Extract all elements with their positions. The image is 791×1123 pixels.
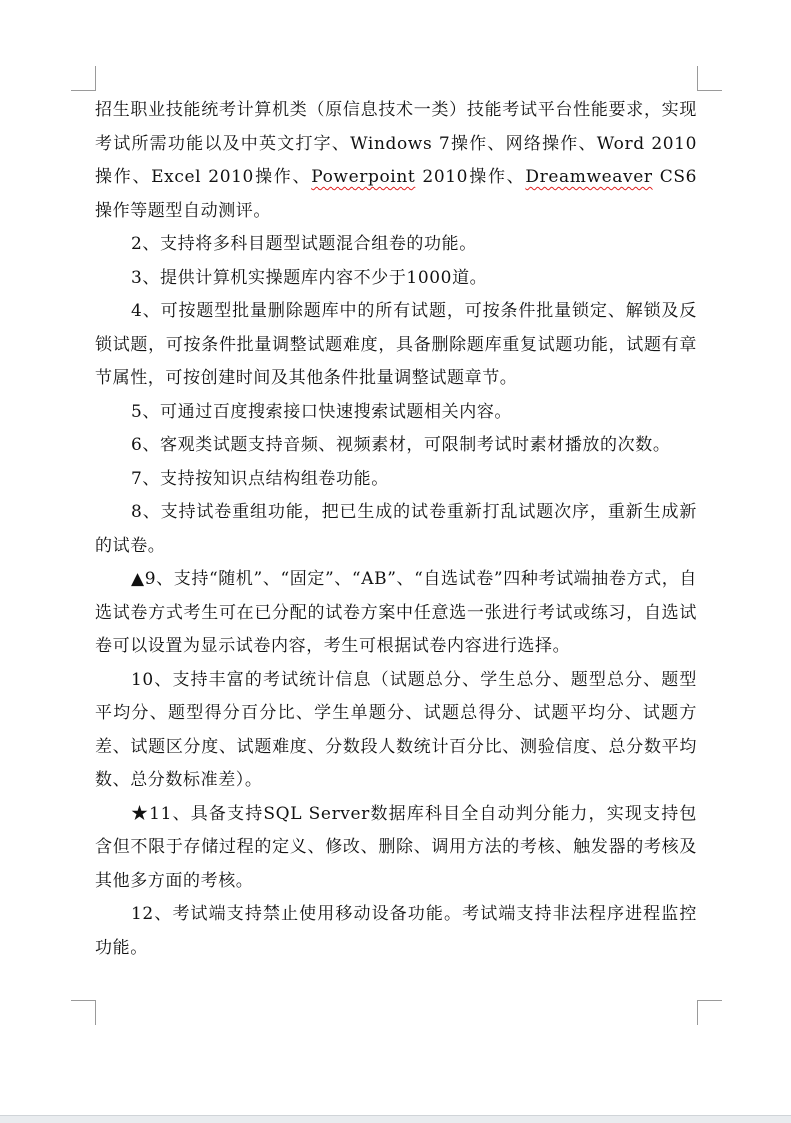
text-run: 5、可通过百度搜索接口快速搜索试题相关内容。 <box>131 401 513 422</box>
window-bottom-edge <box>0 1115 791 1123</box>
spellcheck-word[interactable]: Powerpoint <box>311 167 416 187</box>
text-run: ★11、具备支持SQL Server数据库科目全自动判分能力，实现支持包含但不限于存储过程的定义、修改、删除、调用方法的考核、触发器的考核及其他多方面的考核。 <box>95 803 697 891</box>
paragraph-11 <box>95 798 697 899</box>
text-run: 3、提供计算机实操题库内容不少于1000道。 <box>131 267 488 288</box>
text-run: 6、客观类试题支持音频、视频素材，可限制考试时素材播放的次数。 <box>131 435 671 455</box>
paragraph-4 <box>95 295 697 396</box>
paragraph-12 <box>95 898 697 965</box>
paragraph-7 <box>95 463 697 497</box>
spellcheck-word[interactable]: Dreamweaver <box>525 167 653 187</box>
paragraph-3 <box>95 262 697 296</box>
paragraph-2 <box>95 228 697 262</box>
paragraph-6 <box>95 429 697 463</box>
crop-mark-top-right <box>697 66 722 91</box>
text-run: 2010操作、 <box>415 167 526 187</box>
text-run: 12、考试端支持禁止使用移动设备功能。考试端支持非法程序进程监控功能。 <box>95 904 697 958</box>
text-run: 2、支持将多科目题型试题混合组卷的功能。 <box>131 234 477 254</box>
paragraph-8 <box>95 496 697 563</box>
crop-mark-bottom-right <box>697 1000 722 1025</box>
paragraph-1 <box>95 94 697 228</box>
text-run: 招生职业技能统考计算机类（原信息技术一类）技能考试平台性能要求，实现考试所需功能以及中英文打字、Windows 7操作、网络操作、Word 2010操作、Excel 2010操作、 <box>95 100 697 187</box>
text-run: 7、支持按知识点结构组卷功能。 <box>131 468 389 489</box>
crop-mark-bottom-left <box>71 1000 96 1025</box>
paragraph-5 <box>95 396 697 430</box>
crop-mark-top-left <box>71 66 96 91</box>
paragraph-10 <box>95 664 697 798</box>
text-run: 8、支持试卷重组功能，把已生成的试卷重新打乱试题次序，重新生成新的试卷。 <box>95 502 697 556</box>
text-run: 4、可按题型批量删除题库中的所有试题，可按条件批量锁定、解锁及反锁试题，可按条件批量调整试题难度，具备删除题库重复试题功能，试题有章节属性，可按创建时间及其他条件批量调整试题章节。 <box>95 301 697 388</box>
text-run: CS6操作等题型自动测评。 <box>95 167 698 221</box>
text-run: 10、支持丰富的考试统计信息（试题总分、学生总分、题型总分、题型平均分、题型得分百分比、学生单题分、试题总得分、试题平均分、试题方差、试题区分度、试题难度、分数段人数统计百分比、测验信度、总分数平均数、总分数标准差）。 <box>95 669 697 790</box>
document-body[interactable] <box>95 94 697 965</box>
paragraph-9 <box>95 563 697 664</box>
text-run: ▲9、支持“随机”、“固定”、“AB”、“自选试卷”四种考试端抽卷方式，自选试卷方式考生可在已分配的试卷方案中任意选一张进行考试或练习，自选试卷可以设置为显示试卷内容，考生可根据试卷内容进行选择。 <box>95 569 697 656</box>
